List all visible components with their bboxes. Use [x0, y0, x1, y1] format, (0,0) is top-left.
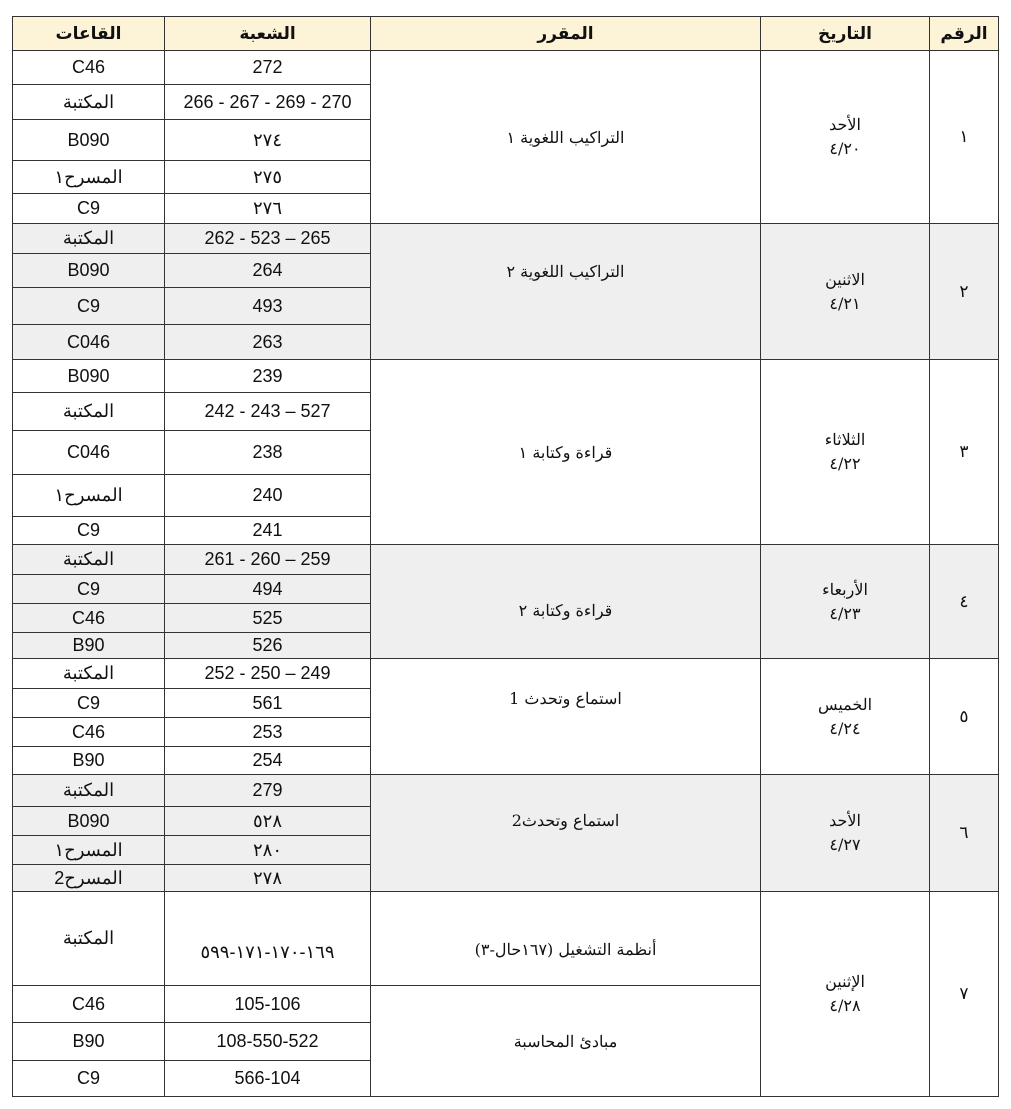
- section-cell: 526: [165, 633, 371, 659]
- date-cell: [761, 775, 930, 892]
- course-cell: مبادئ المحاسبة: [371, 986, 761, 1097]
- exam-schedule-table: [12, 16, 999, 1097]
- section-cell: 108-550-522: [165, 1023, 371, 1061]
- room-cell: C9: [13, 689, 165, 718]
- section-cell: 238: [165, 431, 371, 475]
- day-name: الإثنين: [825, 972, 865, 991]
- room-cell: C9: [13, 517, 165, 545]
- day-date: ٤/٢٠: [829, 139, 861, 158]
- section-cell: 262 - 523 – 265: [165, 224, 371, 254]
- room-cell: B090: [13, 807, 165, 836]
- room-cell: C9: [13, 194, 165, 224]
- day-date: ٤/٢٧: [829, 835, 861, 854]
- day-date: ٤/٢١: [829, 293, 861, 313]
- number-cell: ٥: [930, 659, 999, 775]
- room-cell: C046: [13, 325, 165, 360]
- room-cell: المسرح١: [13, 161, 165, 194]
- room-cell: المكتبة: [13, 892, 165, 986]
- table-row: [13, 51, 999, 85]
- section-cell: 252 - 250 – 249: [165, 659, 371, 689]
- table-row: [13, 360, 999, 393]
- course-cell: قراءة وكتابة ٢: [371, 545, 761, 659]
- section-cell: ٥٢٨: [165, 807, 371, 836]
- section-cell: 493: [165, 288, 371, 325]
- day-date: ٤/٢٤: [829, 718, 861, 738]
- table-row: [13, 775, 999, 807]
- room-cell: C46: [13, 51, 165, 85]
- date-cell: [761, 659, 930, 775]
- course-cell: قراءة وكتابة ١: [371, 360, 761, 545]
- section-cell: 266 - 267 - 269 - 270: [165, 85, 371, 120]
- day-date: ٤/٢٣: [829, 603, 861, 623]
- room-cell: B090: [13, 360, 165, 393]
- section-cell: 263: [165, 325, 371, 360]
- section-cell: 239: [165, 360, 371, 393]
- section-cell: 566-104: [165, 1061, 371, 1097]
- section-cell: ٢٧٦: [165, 194, 371, 224]
- room-cell: المكتبة: [13, 224, 165, 254]
- room-cell: B090: [13, 120, 165, 161]
- section-cell: ٢٧٥: [165, 161, 371, 194]
- course-cell: استماع وتحدث 1: [371, 659, 761, 775]
- room-cell: المكتبة: [13, 393, 165, 431]
- room-cell: المكتبة: [13, 85, 165, 120]
- date-cell: [761, 545, 930, 659]
- section-cell: 272: [165, 51, 371, 85]
- room-cell: المكتبة: [13, 545, 165, 575]
- course-cell: أنظمة التشغيل (١٦٧حال-٣): [371, 892, 761, 986]
- room-cell: C9: [13, 1061, 165, 1097]
- room-cell: المسرح١: [13, 836, 165, 865]
- room-cell: B090: [13, 254, 165, 288]
- number-cell: ٢: [930, 224, 999, 360]
- day-name: الأحد: [829, 115, 861, 134]
- table-row: [13, 224, 999, 254]
- header-rooms: القاعات: [13, 17, 165, 51]
- section-cell: 525: [165, 604, 371, 633]
- room-cell: B90: [13, 1023, 165, 1061]
- day-date: ٤/٢٨: [829, 996, 861, 1015]
- section-cell: 105-106: [165, 986, 371, 1023]
- day-date: ٤/٢٢: [829, 454, 861, 473]
- room-cell: B90: [13, 633, 165, 659]
- number-cell: ٤: [930, 545, 999, 659]
- room-cell: C46: [13, 718, 165, 747]
- room-cell: C046: [13, 431, 165, 475]
- day-name: الأحد: [829, 811, 861, 830]
- section-cell: 253: [165, 718, 371, 747]
- header-course: المقرر: [371, 17, 761, 51]
- room-cell: المسرح١: [13, 475, 165, 517]
- section-cell: 241: [165, 517, 371, 545]
- table-row: [13, 545, 999, 575]
- room-cell: C9: [13, 288, 165, 325]
- room-cell: C46: [13, 604, 165, 633]
- section-cell: ٢٧٤: [165, 120, 371, 161]
- header-row: [13, 17, 999, 51]
- number-cell: ٧: [930, 892, 999, 1097]
- section-cell: 264: [165, 254, 371, 288]
- number-cell: ١: [930, 51, 999, 224]
- room-cell: C46: [13, 986, 165, 1023]
- section-cell: 494: [165, 575, 371, 604]
- date-cell: [761, 360, 930, 545]
- date-cell: [761, 51, 930, 224]
- section-cell: 254: [165, 747, 371, 775]
- day-name: الأربعاء: [822, 579, 868, 599]
- course-cell: استماع وتحدث2: [371, 775, 761, 892]
- room-cell: المسرح2: [13, 865, 165, 892]
- room-cell: C9: [13, 575, 165, 604]
- room-cell: المكتبة: [13, 775, 165, 807]
- header-number: الرقم: [930, 17, 999, 51]
- section-cell: ٢٨٠: [165, 836, 371, 865]
- section-cell: 279: [165, 775, 371, 807]
- section-cell: 242 - 243 – 527: [165, 393, 371, 431]
- course-cell: التراكيب اللغوية ٢: [371, 224, 761, 360]
- day-name: الاثنين: [825, 269, 865, 289]
- number-cell: ٣: [930, 360, 999, 545]
- date-cell: [761, 892, 930, 1097]
- room-cell: المكتبة: [13, 659, 165, 689]
- room-cell: B90: [13, 747, 165, 775]
- table-row: [13, 659, 999, 689]
- day-name: الثلاثاء: [824, 430, 866, 449]
- section-cell: ١٦٩-١٧٠-١٧١-٥٩٩: [165, 892, 371, 986]
- section-cell: 561: [165, 689, 371, 718]
- section-cell: ٢٧٨: [165, 865, 371, 892]
- header-date: التاريخ: [761, 17, 930, 51]
- date-cell: [761, 224, 930, 360]
- section-cell: 240: [165, 475, 371, 517]
- number-cell: ٦: [930, 775, 999, 892]
- section-cell: 261 - 260 – 259: [165, 545, 371, 575]
- header-section: الشعبة: [165, 17, 371, 51]
- table-row: [13, 892, 999, 986]
- course-cell: التراكيب اللغوية ١: [371, 51, 761, 224]
- day-name: الخميس: [817, 694, 873, 714]
